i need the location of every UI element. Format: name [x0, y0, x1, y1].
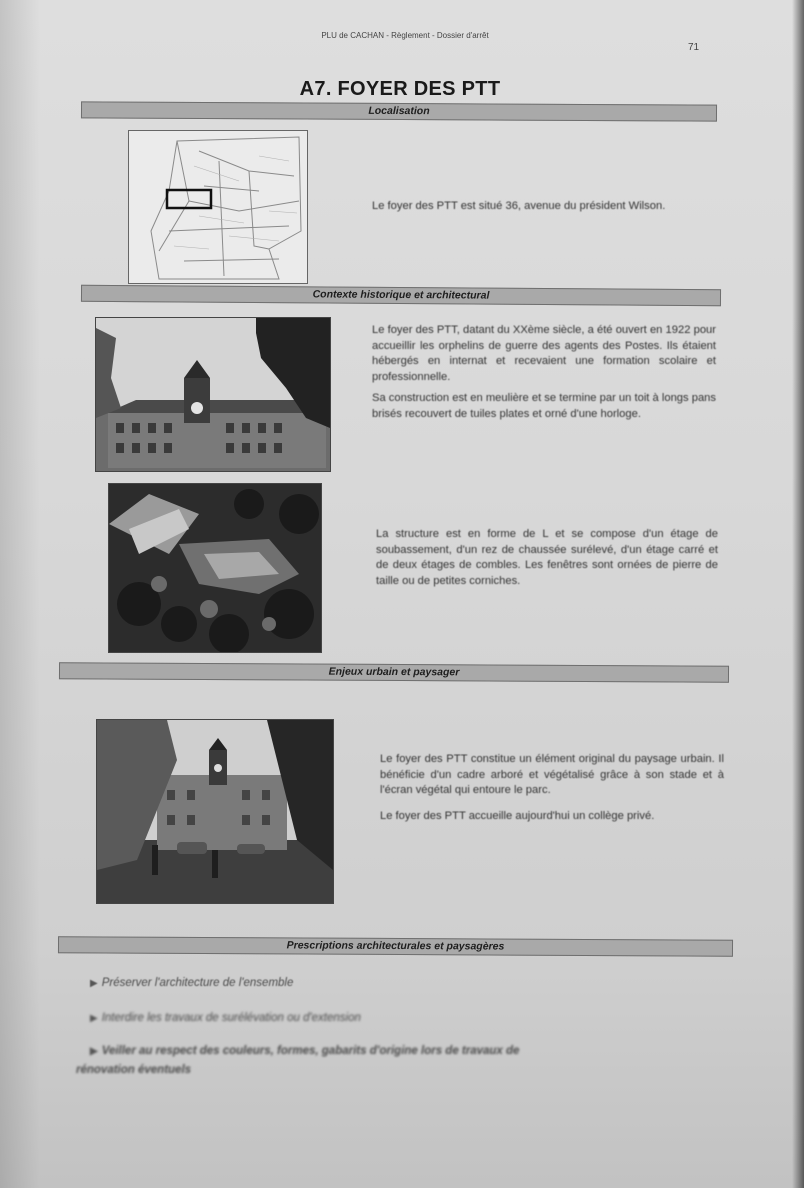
enjeux-paragraph-1: Le foyer des PTT constitue un élément original du paysage urbain. Il bénéficie d'un cadre arboré et végétalisé grâce à son stade et à l'écran végétal qui entoure le parc.: [380, 753, 724, 796]
contexte-text: [372, 323, 716, 428]
prescription-text: Veiller au respect des couleurs, formes, gabarits d'origine lors de travaux de: [101, 1045, 520, 1057]
contexte-structure-text: [376, 527, 718, 595]
running-header: PLU de CACHAN - Règlement - Dossier d'arrêt: [321, 31, 489, 40]
photo-aerial-view-image: [109, 484, 321, 652]
prescription-item: [90, 1045, 519, 1057]
section-bar-contexte: [81, 285, 721, 306]
photo-building-facade-image: [96, 318, 330, 471]
photo-building-facade: [95, 317, 331, 472]
localisation-text: [372, 199, 712, 221]
bullet-arrow-icon: ▶: [90, 1013, 98, 1024]
section-heading: Contexte historique et architectural: [312, 288, 490, 302]
section-bar-enjeux: [59, 662, 729, 683]
prescription-text: Interdire les travaux de surélévation ou d'extension: [101, 1012, 361, 1024]
section-heading: Prescriptions architecturales et paysagères: [286, 939, 505, 953]
bullet-arrow-icon: ▶: [90, 1046, 98, 1057]
prescription-item: [90, 1012, 361, 1024]
photo-park-view: [96, 719, 334, 904]
page-title: A7. FOYER DES PTT: [299, 78, 501, 100]
enjeux-text: [380, 752, 724, 830]
page-number: 71: [688, 42, 700, 53]
prescription-continuation: [76, 1064, 191, 1076]
prescription-text: rénovation éventuels: [76, 1064, 192, 1076]
section-heading: Enjeux urbain et paysager: [328, 665, 460, 679]
localisation-paragraph: Le foyer des PTT est situé 36, avenue du président Wilson.: [372, 200, 666, 212]
contexte-paragraph-3: La structure est en forme de L et se compose d'un étage de soubassement, d'un rez de chaussée surélevé, d'un étage carré et de deux étages de combles. Les fenêtres sont ornées de pierre de taille ou de petites corniches.: [376, 528, 718, 587]
section-bar-prescriptions: [58, 936, 733, 957]
section-bar-localisation: [81, 101, 717, 121]
enjeux-paragraph-2: Le foyer des PTT accueille aujourd'hui un collège privé.: [380, 809, 655, 822]
contexte-paragraph-2: Sa construction est en meulière et se termine par un toit à longs pans brisés recouvert de tuiles plates et orné d'une horloge.: [372, 392, 716, 420]
prescription-text: Préserver l'architecture de l'ensemble: [101, 977, 294, 989]
contexte-paragraph-1: Le foyer des PTT, datant du XXème siècle, a été ouvert en 1922 pour accueillir les orphelins de guerre des agents des Postes. Ils étaient hébergés en internat et recevaient une formation scolaire et professionnelle.: [372, 324, 716, 383]
section-heading: Localisation: [368, 104, 430, 118]
photo-aerial-view: [108, 483, 322, 653]
prescription-item: [90, 977, 293, 989]
bullet-arrow-icon: ▶: [90, 978, 98, 989]
location-map-drawing: [129, 131, 307, 283]
photo-park-view-image: [97, 720, 333, 903]
location-map: [128, 130, 308, 284]
